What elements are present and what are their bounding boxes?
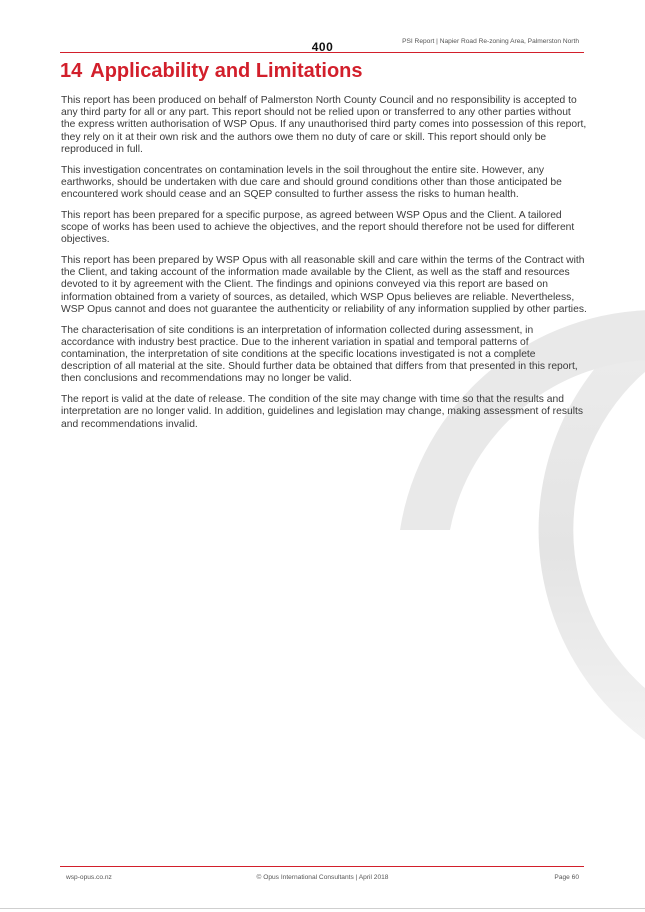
header-divider [60,52,584,53]
footer-copyright: © Opus International Consultants | April 2018 [256,874,389,881]
body-text [61,95,587,439]
page-stamp-number: 400 [311,40,334,54]
running-header: PSI Report | Napier Road Re-zoning Area, Palmerston North [402,38,579,45]
footer-website: wsp-opus.co.nz [66,874,112,881]
paragraph: The characterisation of site conditions is an interpretation of information collected during assessment, in accordance with industry best practice. Due to the inherent variation in spatial and temporal patterns of contamination, the interpretation of site conditions at the specific locations investigated is not a complete description of all material at the site. Should further data be obtained that differs from that presented in this report, then conclusions and recommendations may no longer be valid. [61,324,578,385]
section-title: Applicability and Limitations [90,60,363,82]
paragraph: This report has been prepared for a specific purpose, as agreed between WSP Opus and the Client. A tailored scope of works has been used to achieve the objectives, and the report should therefore not be used for different objectives. [61,209,575,246]
footer-page-number: Page 60 [554,874,579,881]
paragraph: This report has been produced on behalf of Palmerston North County Council and no responsibility is accepted to any third party for all or any part. This report should not be relied upon or transferred to any other parties without the express written authorisation of WSP Opus. If any unauthorised third party comes into possession of this report, they rely on it at their own risk and the authors owe them no duty of care or skill. This report should only be reproduced in full. [61,95,587,155]
page-edge-line [0,908,645,909]
paragraph: This investigation concentrates on contamination levels in the soil throughout the entire site. However, any earthworks, should be undertaken with due care and should ground conditions other than those anticipated be encountered work should cease and an SQEP consulted to further assess the risks to human health. [61,164,562,201]
section-heading [60,60,584,83]
paragraph: The report is valid at the date of release. The condition of the site may change with time so that the results and interpretation are no longer valid. In addition, guidelines and legislation may change, making assessment of results and recommendations invalid. [61,394,584,430]
paragraph: This report has been prepared by WSP Opus with all reasonable skill and care within the terms of the Contract with the Client, and taking account of the information made available by the Client, as well as the staff and resources devoted to it by agreement with the Client. The findings and opinions conveyed via this report are based on information obtained from a variety of sources, as detailed, which WSP Opus believes are reliable. Nevertheless, WSP Opus cannot and does not guarantee the authenticity or reliability of any information supplied by other parties. [61,255,587,315]
section-number: 14 [60,60,83,82]
footer-divider [60,866,584,867]
